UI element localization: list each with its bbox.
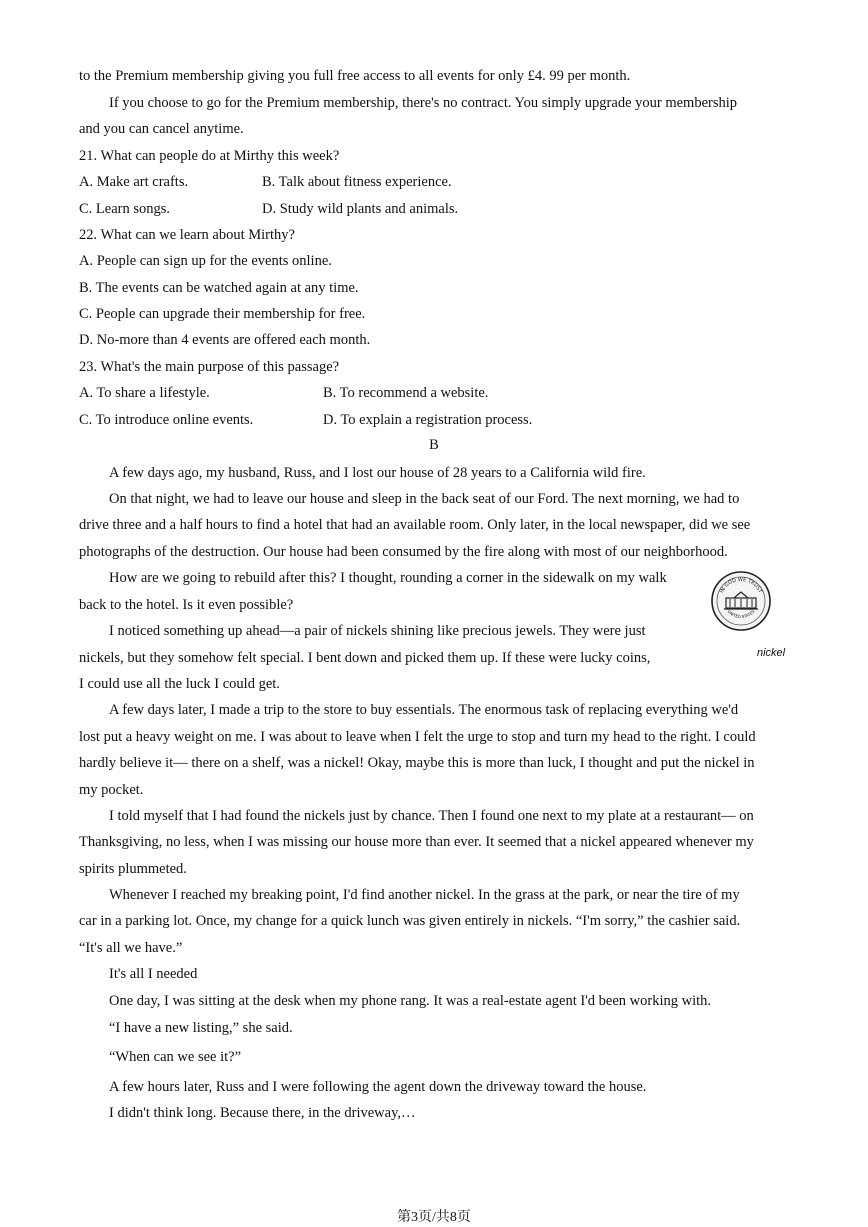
paragraph-line: “It's all we have.”: [79, 940, 183, 956]
coin-rim-text-bottom: UNITED STATES: [726, 608, 756, 620]
paragraph-line: How are we going to rebuild after this? I thought, rounding a corner in the sidewalk on my walk: [109, 570, 667, 586]
paragraph-line: lost put a heavy weight on me. I was about to leave when I felt the urge to stop and turn my head to the right. I could: [79, 729, 756, 745]
paragraph-line: spirits plummeted.: [79, 861, 187, 877]
paragraph-line: car in a parking lot. Once, my change for a quick lunch was given entirely in nickels. “I'm sorry,” the cashier said.: [79, 913, 741, 929]
paragraph-line: to the Premium membership giving you full free access to all events for only £4. 99 per month.: [79, 68, 631, 84]
option-d: D. No-more than 4 events are offered each month.: [79, 332, 371, 348]
paragraph-line: hardly believe it— there on a shelf, was a nickel! Okay, maybe this is more than luck, I thought and put the nickel in: [79, 755, 755, 771]
question-stem: 23. What's the main purpose of this passage?: [79, 359, 340, 375]
paragraph-line: I told myself that I had found the nickels just by chance. Then I found one next to my plate at a restaurant— on: [109, 808, 754, 824]
option-b: B. The events can be watched again at any time.: [79, 280, 359, 296]
option-c: C. To introduce online events.: [79, 412, 254, 428]
option-c: C. People can upgrade their membership for free.: [79, 306, 366, 322]
option-b: B. To recommend a website.: [323, 385, 489, 401]
paragraph-line: “When can we see it?”: [109, 1049, 242, 1065]
option-d: D. Study wild plants and animals.: [262, 201, 459, 217]
paragraph-line: I could use all the luck I could get.: [79, 676, 280, 692]
option-a: A. Make art crafts.: [79, 174, 189, 190]
paragraph-line: If you choose to go for the Premium membership, there's no contract. You simply upgrade your membership: [109, 95, 738, 111]
paragraph-line: “I have a new listing,” she said.: [109, 1020, 293, 1036]
paragraph-line: It's all I needed: [109, 966, 198, 982]
paragraph-line: my pocket.: [79, 782, 144, 798]
paragraph-line: and you can cancel anytime.: [79, 121, 244, 137]
paragraph-line: I noticed something up ahead—a pair of nickels shining like precious jewels. They were just: [109, 623, 646, 639]
paragraph-line: Thanksgiving, no less, when I was missing our house more than ever. It seemed that a nickel appeared whenever my: [79, 834, 754, 850]
paragraph-line: nickels, but they somehow felt special. I bent down and picked them up. If these were lucky coins,: [79, 650, 651, 666]
option-a: A. People can sign up for the events online.: [79, 253, 332, 269]
paragraph-line: back to the hotel. Is it even possible?: [79, 597, 294, 613]
nickel-coin-image: [710, 570, 772, 632]
paragraph-line: drive three and a half hours to find a hotel that had an available room. Only later, in the local newspaper, did we see: [79, 517, 751, 533]
coin-caption: nickel: [757, 647, 786, 659]
paragraph-line: On that night, we had to leave our house and sleep in the back seat of our Ford. The next morning, we had to: [109, 491, 740, 507]
question-stem: 21. What can people do at Mirthy this week?: [79, 148, 340, 164]
option-d: D. To explain a registration process.: [323, 412, 533, 428]
option-c: C. Learn songs.: [79, 201, 171, 217]
paragraph-line: I didn't think long. Because there, in the driveway,…: [109, 1105, 416, 1121]
paragraph-line: photographs of the destruction. Our house had been consumed by the fire along with most of our neighborhood.: [79, 544, 728, 560]
option-b: B. Talk about fitness experience.: [262, 174, 452, 190]
paragraph-line: Whenever I reached my breaking point, I'd find another nickel. In the grass at the park, or near the tire of my: [109, 887, 740, 903]
paragraph-line: One day, I was sitting at the desk when my phone rang. It was a real-estate agent I'd been working with.: [109, 993, 712, 1009]
option-a: A. To share a lifestyle.: [79, 385, 210, 401]
question-stem: 22. What can we learn about Mirthy?: [79, 227, 295, 243]
page-footer: 第3页/共8页: [397, 1210, 471, 1225]
paragraph-line: A few days later, I made a trip to the store to buy essentials. The enormous task of replacing everything we'd: [109, 702, 739, 718]
coin-rim-text: IN GOD WE TRUST: [718, 576, 763, 595]
paragraph-line: A few hours later, Russ and I were following the agent down the driveway toward the house.: [109, 1079, 647, 1095]
paragraph-line: A few days ago, my husband, Russ, and I lost our house of 28 years to a California wild fire.: [109, 465, 646, 481]
section-label: B: [429, 437, 439, 453]
